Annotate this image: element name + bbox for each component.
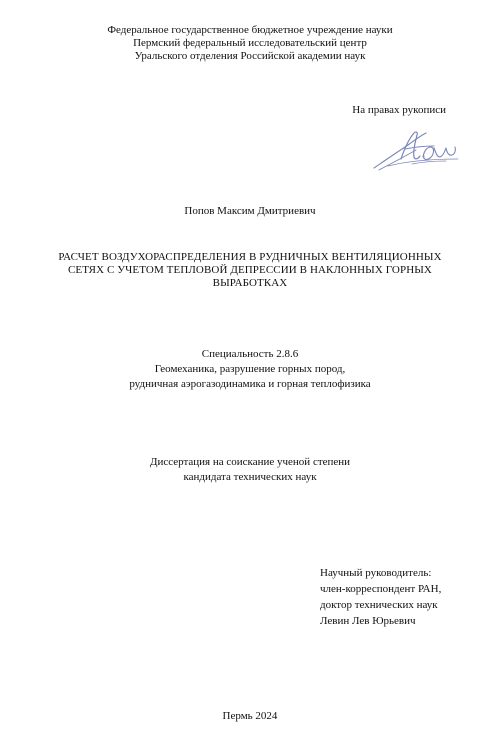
degree-line-1: Диссертация на соискание ученой степени xyxy=(149,456,351,468)
title-line-2: СЕТЯХ С УЧЕТОМ ТЕПЛОВОЙ ДЕПРЕССИИ В НАКЛОННЫХ ГОРНЫХ xyxy=(68,264,432,276)
institution-line-2: Пермский федеральный исследовательский центр xyxy=(133,37,367,49)
author-name: Попов Максим Дмитриевич xyxy=(184,205,316,217)
institution-line-3: Уральского отделения Российской академии наук xyxy=(134,50,366,62)
degree-line-2: кандидата технических наук xyxy=(183,471,317,483)
manuscript-rights-note: На правах рукописи xyxy=(352,104,446,116)
supervisor-title-1: член-корреспондент РАН, xyxy=(320,583,442,595)
title-line-3: ВЫРАБОТКАХ xyxy=(212,277,288,289)
supervisor-name: Левин Лев Юрьевич xyxy=(320,615,416,627)
dissertation-title xyxy=(0,251,500,290)
specialty-name-line-2: рудничная аэрогазодинамика и горная теплофизика xyxy=(129,378,371,390)
handwritten-signature-icon xyxy=(368,126,460,174)
supervisor-block xyxy=(320,565,441,629)
supervisor-heading: Научный руководитель: xyxy=(320,567,432,579)
institution-header xyxy=(0,24,500,63)
title-line-1: РАСЧЕТ ВОЗДУХОРАСПРЕДЕЛЕНИЯ В РУДНИЧНЫХ ВЕНТИЛЯЦИОННЫХ xyxy=(58,251,442,263)
specialty-code: Специальность 2.8.6 xyxy=(201,348,299,360)
specialty-block xyxy=(0,347,500,392)
city-year: Пермь 2024 xyxy=(222,710,278,722)
institution-line-1: Федеральное государственное бюджетное учреждение науки xyxy=(107,24,393,36)
supervisor-title-2: доктор технических наук xyxy=(320,599,438,611)
specialty-name-line-1: Геомеханика, разрушение горных пород, xyxy=(154,363,346,375)
degree-statement xyxy=(0,455,500,485)
